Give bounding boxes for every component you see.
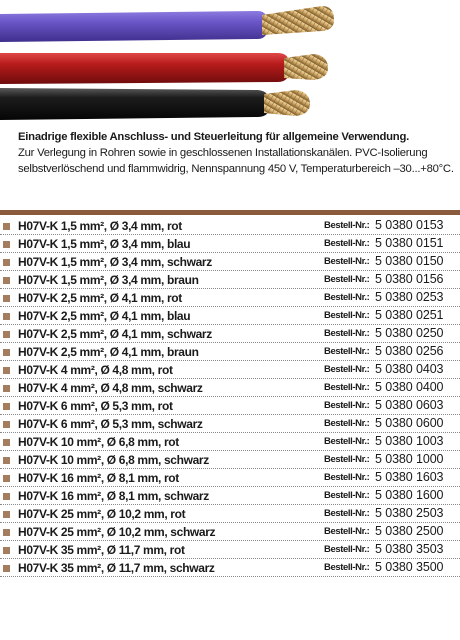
product-description: H07V-K 2,5 mm², Ø 4,1 mm, rot — [18, 291, 182, 305]
order-number: 5 0380 0150 — [375, 254, 444, 268]
order-number: 5 0380 0156 — [375, 272, 444, 286]
order-number: 5 0380 3503 — [375, 542, 444, 556]
order-number: 5 0380 0600 — [375, 416, 444, 430]
order-label: Bestell-Nr.: — [324, 346, 370, 357]
order-number: 5 0380 0256 — [375, 344, 444, 358]
bullet-square-icon — [3, 475, 10, 482]
product-row — [0, 307, 460, 325]
product-description: H07V-K 35 mm², Ø 11,7 mm, rot — [18, 543, 185, 557]
product-description: H07V-K 1,5 mm², Ø 3,4 mm, braun — [18, 273, 199, 287]
order-number: 5 0380 0250 — [375, 326, 444, 340]
order-number: 5 0380 0403 — [375, 362, 444, 376]
order-number: 5 0380 0603 — [375, 398, 444, 412]
product-row — [0, 235, 460, 253]
order-label: Bestell-Nr.: — [324, 310, 370, 321]
order-label: Bestell-Nr.: — [324, 562, 370, 573]
bullet-square-icon — [3, 529, 10, 536]
product-description: H07V-K 4 mm², Ø 4,8 mm, schwarz — [18, 381, 203, 395]
bullet-square-icon — [3, 457, 10, 464]
product-row — [0, 433, 460, 451]
product-description: H07V-K 1,5 mm², Ø 3,4 mm, schwarz — [18, 255, 212, 269]
product-description: H07V-K 10 mm², Ø 6,8 mm, schwarz — [18, 453, 209, 467]
product-row — [0, 217, 460, 235]
order-number: 5 0380 1000 — [375, 452, 444, 466]
bullet-square-icon — [3, 511, 10, 518]
red-cable — [0, 53, 328, 84]
order-label: Bestell-Nr.: — [324, 364, 370, 375]
order-number: 5 0380 2500 — [375, 524, 444, 538]
product-description: H07V-K 16 mm², Ø 8,1 mm, rot — [18, 471, 179, 485]
bullet-square-icon — [3, 331, 10, 338]
order-label: Bestell-Nr.: — [324, 526, 370, 537]
bullet-square-icon — [3, 439, 10, 446]
order-label: Bestell-Nr.: — [324, 382, 370, 393]
order-label: Bestell-Nr.: — [324, 418, 370, 429]
product-row — [0, 325, 460, 343]
product-description: H07V-K 1,5 mm², Ø 3,4 mm, rot — [18, 219, 182, 233]
product-row — [0, 271, 460, 289]
order-label: Bestell-Nr.: — [324, 292, 370, 303]
product-description: H07V-K 25 mm², Ø 10,2 mm, schwarz — [18, 525, 216, 539]
product-row — [0, 487, 460, 505]
cable-photo — [0, 0, 460, 126]
order-label: Bestell-Nr.: — [324, 436, 370, 447]
product-list — [0, 217, 460, 577]
product-description: H07V-K 2,5 mm², Ø 4,1 mm, blau — [18, 309, 191, 323]
order-label: Bestell-Nr.: — [324, 400, 370, 411]
product-row — [0, 415, 460, 433]
order-number: 5 0380 3500 — [375, 560, 444, 574]
order-label: Bestell-Nr.: — [324, 544, 370, 555]
order-label: Bestell-Nr.: — [324, 454, 370, 465]
bullet-square-icon — [3, 367, 10, 374]
section-divider — [0, 210, 460, 215]
bullet-square-icon — [3, 385, 10, 392]
bullet-square-icon — [3, 349, 10, 356]
product-row — [0, 397, 460, 415]
order-label: Bestell-Nr.: — [324, 472, 370, 483]
product-description: H07V-K 2,5 mm², Ø 4,1 mm, braun — [18, 345, 199, 359]
black-cable — [0, 88, 310, 120]
product-row — [0, 451, 460, 469]
order-number: 5 0380 0253 — [375, 290, 444, 304]
order-label: Bestell-Nr.: — [324, 220, 370, 231]
order-number: 5 0380 0251 — [375, 308, 444, 322]
bullet-square-icon — [3, 223, 10, 230]
bullet-square-icon — [3, 295, 10, 302]
bullet-square-icon — [3, 493, 10, 500]
product-row — [0, 469, 460, 487]
order-number: 5 0380 1603 — [375, 470, 444, 484]
product-row — [0, 505, 460, 523]
order-label: Bestell-Nr.: — [324, 328, 370, 339]
product-row — [0, 559, 460, 577]
product-row — [0, 253, 460, 271]
product-row — [0, 343, 460, 361]
order-number: 5 0380 0400 — [375, 380, 444, 394]
intro-text — [18, 129, 454, 177]
product-description: H07V-K 4 mm², Ø 4,8 mm, rot — [18, 363, 173, 377]
order-label: Bestell-Nr.: — [324, 490, 370, 501]
product-description: H07V-K 16 mm², Ø 8,1 mm, schwarz — [18, 489, 209, 503]
bullet-square-icon — [3, 277, 10, 284]
bullet-square-icon — [3, 421, 10, 428]
bullet-square-icon — [3, 241, 10, 248]
product-description: H07V-K 10 mm², Ø 6,8 mm, rot — [18, 435, 179, 449]
product-row — [0, 361, 460, 379]
intro-body: Zur Verlegung in Rohren sowie in geschlossenen Installationskanälen. PVC-Isolierung selbstverlöschend und flammwidrig, Nennspannung 450 V, Temperaturbereich –30...+80°C. — [18, 147, 454, 175]
bullet-square-icon — [3, 403, 10, 410]
product-description: H07V-K 25 mm², Ø 10,2 mm, rot — [18, 507, 186, 521]
product-row — [0, 541, 460, 559]
order-label: Bestell-Nr.: — [324, 274, 370, 285]
product-description: H07V-K 6 mm², Ø 5,3 mm, schwarz — [18, 417, 203, 431]
product-description: H07V-K 35 mm², Ø 11,7 mm, schwarz — [18, 561, 215, 575]
bullet-square-icon — [3, 313, 10, 320]
bullet-square-icon — [3, 565, 10, 572]
product-description: H07V-K 2,5 mm², Ø 4,1 mm, schwarz — [18, 327, 212, 341]
order-number: 5 0380 0151 — [375, 236, 444, 250]
order-label: Bestell-Nr.: — [324, 508, 370, 519]
order-label: Bestell-Nr.: — [324, 238, 370, 249]
product-row — [0, 289, 460, 307]
order-label: Bestell-Nr.: — [324, 256, 370, 267]
order-number: 5 0380 2503 — [375, 506, 444, 520]
bullet-square-icon — [3, 259, 10, 266]
order-number: 5 0380 1003 — [375, 434, 444, 448]
product-row — [0, 379, 460, 397]
product-description: H07V-K 6 mm², Ø 5,3 mm, rot — [18, 399, 173, 413]
order-number: 5 0380 1600 — [375, 488, 444, 502]
order-number: 5 0380 0153 — [375, 218, 444, 232]
intro-headline: Einadrige flexible Anschluss- und Steuerleitung für allgemeine Verwendung. — [18, 131, 409, 143]
bullet-square-icon — [3, 547, 10, 554]
product-description: H07V-K 1,5 mm², Ø 3,4 mm, blau — [18, 237, 191, 251]
product-row — [0, 523, 460, 541]
